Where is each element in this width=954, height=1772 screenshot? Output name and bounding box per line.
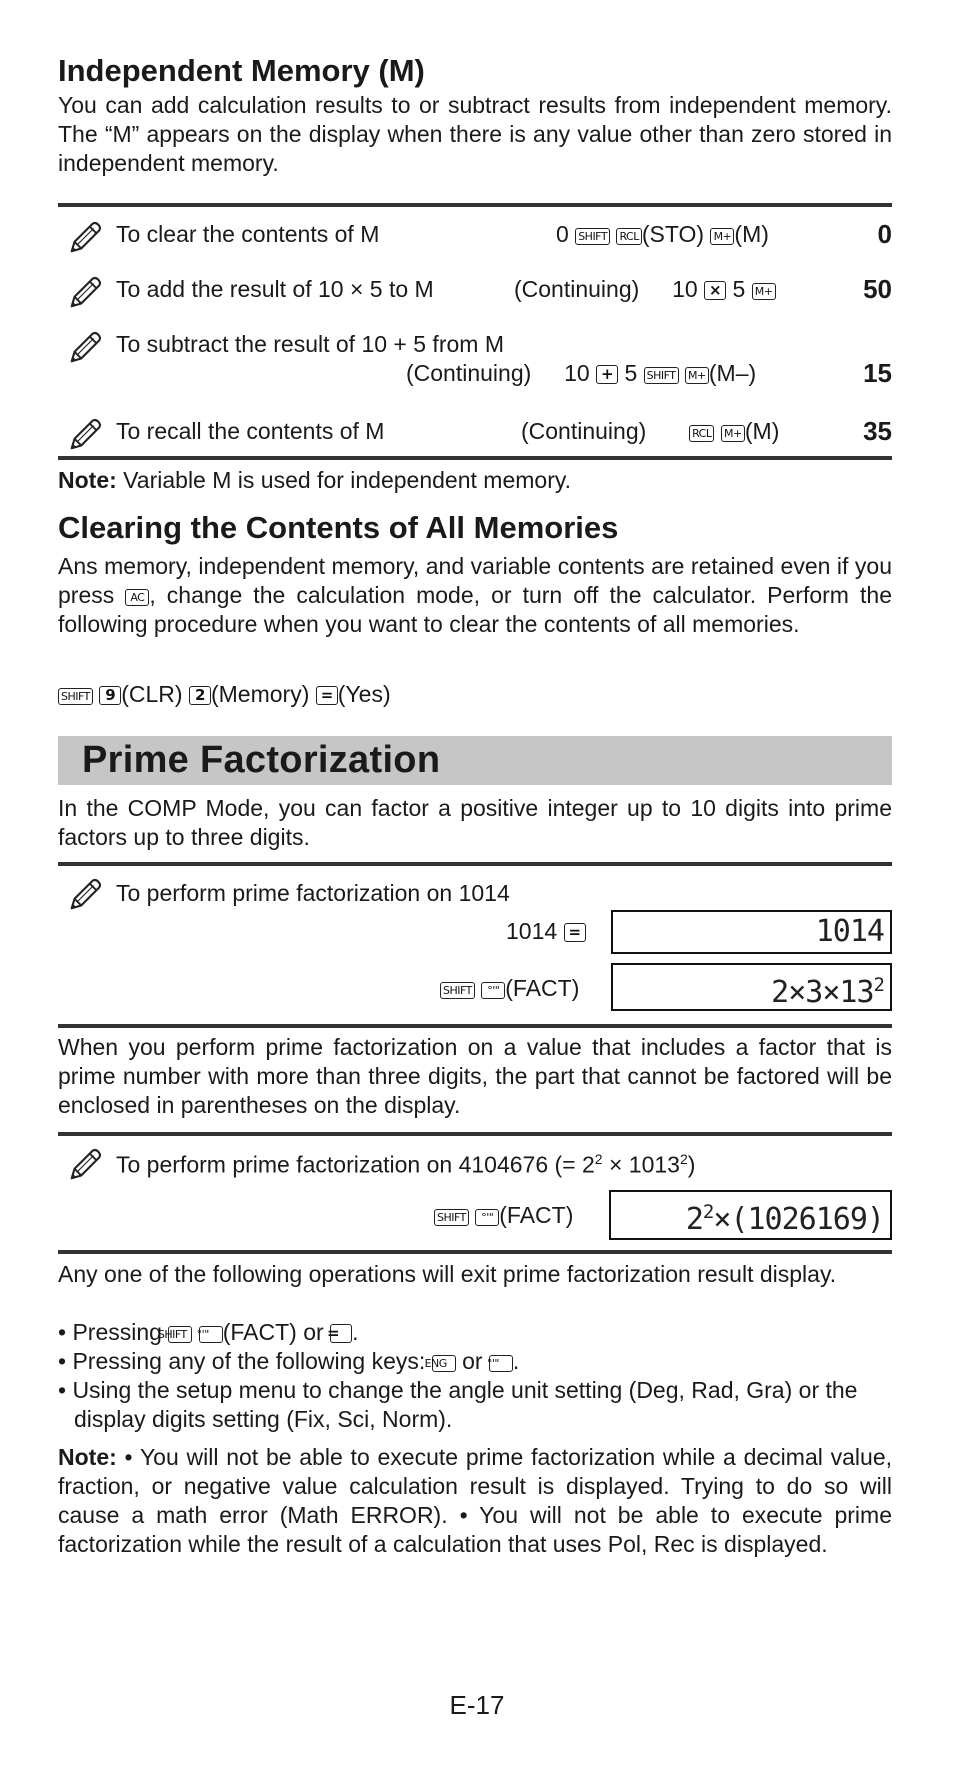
example-desc: To clear the contents of M [116,221,380,247]
m-plus-key: M+ [721,425,745,442]
prime-intro: In the COMP Mode, you can factor a positive integer up to 10 digits into prime factors up to three digits. [58,795,892,850]
key-function-label: (Yes) [337,681,391,707]
pencil-icon [66,329,104,367]
clear-intro-text: Ans memory, independent memory, and variable contents are retained even if you press [58,553,892,608]
plus-key: + [596,365,618,384]
pencil-icon [66,219,104,257]
ac-key: AC [125,589,149,606]
pencil-icon [66,876,104,914]
lcd-display [609,1190,892,1240]
lcd-exponent: 2 [873,974,884,996]
continuing-label: (Continuing) [406,360,532,386]
memory-section-title: Independent Memory (M) [58,53,425,88]
desc-text: ) [687,1151,696,1178]
lcd-text: ×(1026169) [713,1202,884,1237]
lcd-text: 2 [685,1202,703,1237]
eng-key: ENG [432,1355,456,1372]
bullet-item [58,1318,908,1347]
memory-note [58,466,892,495]
multiply-key: × [704,281,726,300]
exit-intro: Any one of the following operations will exit prime factorization result display. [58,1261,837,1287]
bullet-text: • Pressing any of the following keys: [58,1348,426,1374]
bullet-text: or [462,1348,483,1374]
m-plus-key: M+ [752,283,776,300]
memory-intro: You can add calculation results to or subtract results from independent memory. The “M” appears on the display when there is any value other than zero stored in independent memory. [58,92,892,176]
m-plus-key: M+ [685,367,709,384]
degree-key: °'" [481,982,505,999]
pencil-icon [66,416,104,454]
shift-key: SHIFT [434,1209,469,1226]
rcl-key: RCL [689,425,714,442]
clear-section-title: Clearing the Contents of All Memories [58,510,619,545]
divider [58,456,892,460]
example-desc [116,1151,695,1179]
key-function-label: (FACT) [505,975,580,1001]
desc-exponent: 2 [594,1151,603,1167]
equals-key: = [330,1324,352,1343]
bullet-item [58,1347,908,1376]
key-sequence [406,360,756,387]
key-function-label: (STO) [641,221,705,247]
note-label: Note: [58,1444,117,1470]
key-function-label: (Memory) [210,681,310,707]
key-function-label: (CLR) [121,681,183,707]
example-row-recall [58,404,892,459]
example-desc: To subtract the result of 10 + 5 from M [116,331,504,357]
bullet-text: • Pressing [58,1319,162,1345]
digit: 1014 [506,918,558,944]
continuing-label: (Continuing) [521,418,647,444]
m-plus-key: M+ [710,228,734,245]
key-function-label: (FACT) [499,1202,574,1228]
example-result: 35 [863,416,892,446]
shift-key: SHIFT [575,228,610,245]
bullet-item: • Using the setup menu to change the angle unit setting (Deg, Rad, Gra) or the display digits setting (Fix, Sci, Norm). [58,1377,858,1432]
lcd-exponent: 2 [702,1201,714,1223]
key-function-label: (M) [744,418,780,444]
example-result: 50 [863,274,892,304]
shift-key: SHIFT [440,982,475,999]
pencil-icon [66,274,104,312]
key-sequence [506,918,586,945]
degree-key: °'" [199,1326,223,1343]
prime-mid-text: When you perform prime factorization on a value that includes a factor that is prime number with more than three digits, the part that cannot be factored will be enclosed in parentheses on the display. [58,1034,892,1118]
example-desc: To add the result of 10 × 5 to M [116,276,434,302]
key-sequence [521,418,779,445]
key-sequence [440,975,579,1002]
key-function-label: (M–) [708,360,757,386]
digit: 5 [732,276,746,302]
divider [58,1250,892,1254]
lcd-text: 2×3×13 [771,975,874,1010]
key-sequence [556,221,769,248]
bullet-text: . [512,1348,520,1374]
digit: 0 [556,221,569,247]
key-sequence [434,1202,573,1229]
equals-key: = [564,923,586,942]
degree-key: °'" [489,1355,513,1372]
example-desc: To recall the contents of M [116,418,385,444]
degree-key: °'" [475,1209,499,1226]
lcd-display: 1014 [611,910,892,954]
bullet-text: (FACT) or [222,1319,324,1345]
desc-exponent: 2 [679,1151,688,1167]
clear-intro [58,552,892,639]
divider [58,1024,892,1028]
note-label: Note: [58,467,117,493]
example-result: 0 [877,219,892,249]
clear-intro-text: , change the calculation mode, or turn off the calculator. Perform the following procedure when you want to clear the contents of all memories. [58,582,893,637]
two-key: 2 [189,686,211,705]
prime-example-1 [58,866,892,1028]
prime-example-2 [58,1136,892,1256]
shift-key: SHIFT [58,688,93,705]
example-desc: To perform prime factorization on 1014 [116,880,510,906]
example-row-clear [58,207,892,262]
note-text: • You will not be able to execute prime factorization while a decimal value, fraction, or negative value calculation result is displayed. Trying to do so will cause a math error (Math ERROR). • You will not be able to execute prime factorization while the result of a calculation that uses Pol, Rec is displayed. [58,1444,892,1557]
example-row-add [58,262,892,317]
example-result: 15 [863,358,892,388]
continuing-label: (Continuing) [514,276,640,302]
shift-key: SHIFT [168,1326,192,1343]
nine-key: 9 [99,686,121,705]
desc-text: To perform prime factorization on 4104676 (= 2 [116,1151,595,1178]
key-function-label: (M) [734,221,769,247]
example-row-subtract [58,317,892,399]
pencil-icon [66,1146,104,1184]
note-text: Variable M is used for independent memory. [123,467,572,493]
bullet-text: . [352,1319,359,1345]
prime-note [58,1443,892,1559]
lcd-display [611,963,892,1011]
rcl-key: RCL [616,228,641,245]
shift-key: SHIFT [644,367,679,384]
equals-key: = [316,686,338,705]
prime-section-title: Prime Factorization [82,739,441,781]
section-band [58,736,892,785]
desc-text: × 1013 [602,1151,680,1178]
clear-key-sequence [58,680,391,709]
digit: 10 [564,360,590,386]
digit: 5 [624,360,638,386]
page-number: E-17 [449,1690,505,1720]
digit: 10 [672,276,698,302]
key-sequence [514,276,776,303]
